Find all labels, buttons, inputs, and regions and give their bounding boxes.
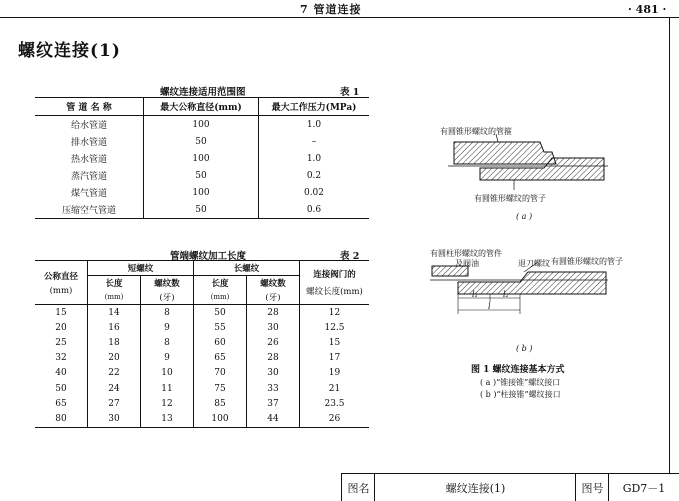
table2-cell: 23.5 bbox=[324, 398, 345, 409]
table2-cell: 22 bbox=[88, 366, 141, 381]
figure-a-caption: ( a ) bbox=[516, 212, 533, 221]
table2-group-short: 短螺纹 bbox=[88, 261, 194, 276]
table1-cell: 压缩空气管道 bbox=[35, 201, 144, 219]
coupling-wall bbox=[454, 142, 556, 164]
table2-cell: 15 bbox=[328, 337, 341, 348]
figure-a-diagram bbox=[428, 130, 638, 230]
figure-a-label-coupling: 有圆锥形螺纹的管箍 bbox=[440, 127, 512, 136]
pipe-thread bbox=[458, 272, 606, 294]
table2-cell: 80 bbox=[35, 411, 88, 427]
table1-header: 最大工作压力(MPa) bbox=[259, 98, 370, 116]
figure-b-label-relief: 退刀螺纹 bbox=[518, 259, 550, 268]
table2-cell: 9 bbox=[141, 320, 194, 335]
figure-b-label-valve: 及阀油 bbox=[455, 259, 479, 268]
table2-header-count: 螺纹数 bbox=[141, 276, 194, 291]
table2 bbox=[35, 260, 369, 428]
table2-cell: 33 bbox=[247, 381, 300, 396]
table2-header-diameter-unit: (mm) bbox=[49, 285, 73, 296]
figure-no: GD7－1 bbox=[608, 474, 679, 501]
table2-row bbox=[35, 366, 369, 381]
table2-cell: 30 bbox=[88, 411, 141, 427]
table2-cell: 9 bbox=[141, 351, 194, 366]
table2-row bbox=[35, 351, 369, 366]
table1-row bbox=[35, 150, 369, 167]
table1-cell: 排水管道 bbox=[35, 133, 144, 150]
table1-row bbox=[35, 116, 369, 134]
table2-row bbox=[35, 320, 369, 335]
table2-cell: 32 bbox=[35, 351, 88, 366]
table1-cell: 1.0 bbox=[306, 119, 322, 130]
table2-cell: 75 bbox=[194, 381, 247, 396]
table2-cell: 12.5 bbox=[324, 322, 345, 333]
figure-b-dim-l: l bbox=[488, 302, 491, 311]
table2-row bbox=[35, 396, 369, 411]
table2-header-diameter-label: 公称直径 bbox=[43, 271, 78, 282]
table2-row bbox=[35, 305, 369, 321]
table2-cell: 55 bbox=[194, 320, 247, 335]
table2-row bbox=[35, 335, 369, 350]
table2-cell: 25 bbox=[35, 335, 88, 350]
table2-cell: 12 bbox=[141, 396, 194, 411]
figure-no-label: 图号 bbox=[575, 474, 609, 501]
table2-cell: 50 bbox=[194, 305, 247, 321]
figure-a-label-pipe: 有圆锥形螺纹的管子 bbox=[474, 194, 546, 203]
table2-cell: 70 bbox=[194, 366, 247, 381]
table2-cell: 60 bbox=[194, 335, 247, 350]
table2-cell: 28 bbox=[247, 305, 300, 321]
table2-cell: 20 bbox=[88, 351, 141, 366]
table2-header-length: 长度 bbox=[88, 276, 141, 291]
table1-cell: 热水管道 bbox=[35, 150, 144, 167]
table2-header-length-unit: (mm) bbox=[194, 290, 247, 305]
table2-cell: 13 bbox=[141, 411, 194, 427]
table2-cell: 26 bbox=[328, 413, 341, 424]
figure-b-label-pipe: 有圆锥形螺纹的管子 bbox=[551, 257, 623, 266]
chapter-title: 7 管道连接 bbox=[300, 3, 362, 16]
table2-header-valve-line2: 螺纹长度(mm) bbox=[306, 287, 363, 297]
table2-header-length: 长度 bbox=[194, 276, 247, 291]
table1-header: 最大公称直径(mm) bbox=[144, 98, 259, 116]
figure-sub-a: ( a )“锥接锥”螺纹接口 bbox=[480, 378, 561, 387]
table1-number: 表 1 bbox=[340, 87, 360, 98]
table2-cell: 50 bbox=[35, 381, 88, 396]
figure-b-dim-l2: l₂ bbox=[503, 290, 509, 299]
table2-cell: 17 bbox=[328, 353, 341, 364]
table2-cell: 19 bbox=[328, 368, 341, 379]
table2-cell: 65 bbox=[35, 396, 88, 411]
figure-b-dim-l1: l₁ bbox=[472, 290, 478, 299]
table2-header-length-unit: (mm) bbox=[88, 290, 141, 305]
page-number: · 481 · bbox=[628, 3, 667, 16]
figure-name-label: 图名 bbox=[341, 474, 375, 501]
table2-cell: 28 bbox=[247, 351, 300, 366]
table2-row bbox=[35, 381, 369, 396]
table2-cell: 37 bbox=[247, 396, 300, 411]
right-frame-line bbox=[669, 17, 670, 473]
table2-header-valve-line1: 连接阀门的 bbox=[313, 270, 356, 280]
table2-cell: 8 bbox=[141, 305, 194, 321]
table1-cell: 100 bbox=[144, 184, 259, 201]
page-title: 螺纹连接(1) bbox=[18, 41, 121, 61]
table1-row bbox=[35, 201, 369, 219]
table1-cell: 1.0 bbox=[306, 153, 322, 164]
table2-cell: 21 bbox=[328, 383, 341, 394]
figure-caption: 图 1 螺纹连接基本方式 bbox=[471, 365, 565, 375]
table2-group-long: 长螺纹 bbox=[194, 261, 300, 276]
table2-cell: 65 bbox=[194, 351, 247, 366]
table1-cell: 0.6 bbox=[259, 201, 370, 219]
table2-cell: 85 bbox=[194, 396, 247, 411]
table2-cell: 15 bbox=[35, 305, 88, 321]
table2-cell: 24 bbox=[88, 381, 141, 396]
table2-header-count-unit: (牙) bbox=[141, 290, 194, 305]
table2-cell: 26 bbox=[247, 335, 300, 350]
table1 bbox=[35, 97, 369, 219]
table2-row bbox=[35, 411, 369, 427]
table2-cell: 20 bbox=[35, 320, 88, 335]
table2-cell: 11 bbox=[141, 381, 194, 396]
table1-cell: 0.02 bbox=[303, 187, 325, 198]
table1-row bbox=[35, 184, 369, 201]
table2-cell: 16 bbox=[88, 320, 141, 335]
table2-cell: 44 bbox=[247, 411, 300, 427]
table2-caption: 管端螺纹加工长度 bbox=[170, 251, 247, 262]
table2-cell: 30 bbox=[247, 320, 300, 335]
title-block bbox=[341, 473, 679, 501]
table1-cell: 50 bbox=[144, 133, 259, 150]
table2-cell: 40 bbox=[35, 366, 88, 381]
figure-name: 螺纹连接(1) bbox=[374, 474, 576, 501]
table1-cell: 煤气管道 bbox=[35, 184, 144, 201]
table1-cell: – bbox=[311, 136, 317, 147]
table2-header-valve bbox=[300, 261, 370, 305]
table1-header: 管 道 名 称 bbox=[35, 98, 144, 116]
table2-cell: 30 bbox=[247, 366, 300, 381]
figure-sub-b: ( b )“柱接锥”螺纹接口 bbox=[480, 390, 561, 399]
table2-cell: 18 bbox=[88, 335, 141, 350]
table1-cell: 50 bbox=[144, 201, 259, 219]
table1-cell: 50 bbox=[144, 167, 259, 184]
header-rule bbox=[0, 17, 679, 18]
table1-cell: 蒸汽管道 bbox=[35, 167, 144, 184]
table2-cell: 10 bbox=[141, 366, 194, 381]
table2-header-count-unit: (牙) bbox=[247, 290, 300, 305]
table1-cell: 给水管道 bbox=[35, 116, 144, 134]
table2-number: 表 2 bbox=[340, 251, 360, 262]
table2-cell: 100 bbox=[194, 411, 247, 427]
table2-cell: 27 bbox=[88, 396, 141, 411]
figure-b-label-fitting: 有圆柱形螺纹的管件 bbox=[430, 249, 502, 258]
table2-header-diameter bbox=[35, 261, 88, 305]
table1-cell: 0.2 bbox=[306, 170, 322, 181]
table1-cell: 100 bbox=[144, 150, 259, 167]
table2-cell: 8 bbox=[141, 335, 194, 350]
table1-row bbox=[35, 133, 369, 150]
table2-header-count: 螺纹数 bbox=[247, 276, 300, 291]
table2-cell: 12 bbox=[328, 307, 341, 318]
table1-cell: 100 bbox=[144, 116, 259, 134]
table1-caption: 螺纹连接适用范围图 bbox=[160, 87, 246, 98]
table2-cell: 14 bbox=[88, 305, 141, 321]
table1-row bbox=[35, 167, 369, 184]
figure-b-caption: ( b ) bbox=[516, 344, 533, 353]
